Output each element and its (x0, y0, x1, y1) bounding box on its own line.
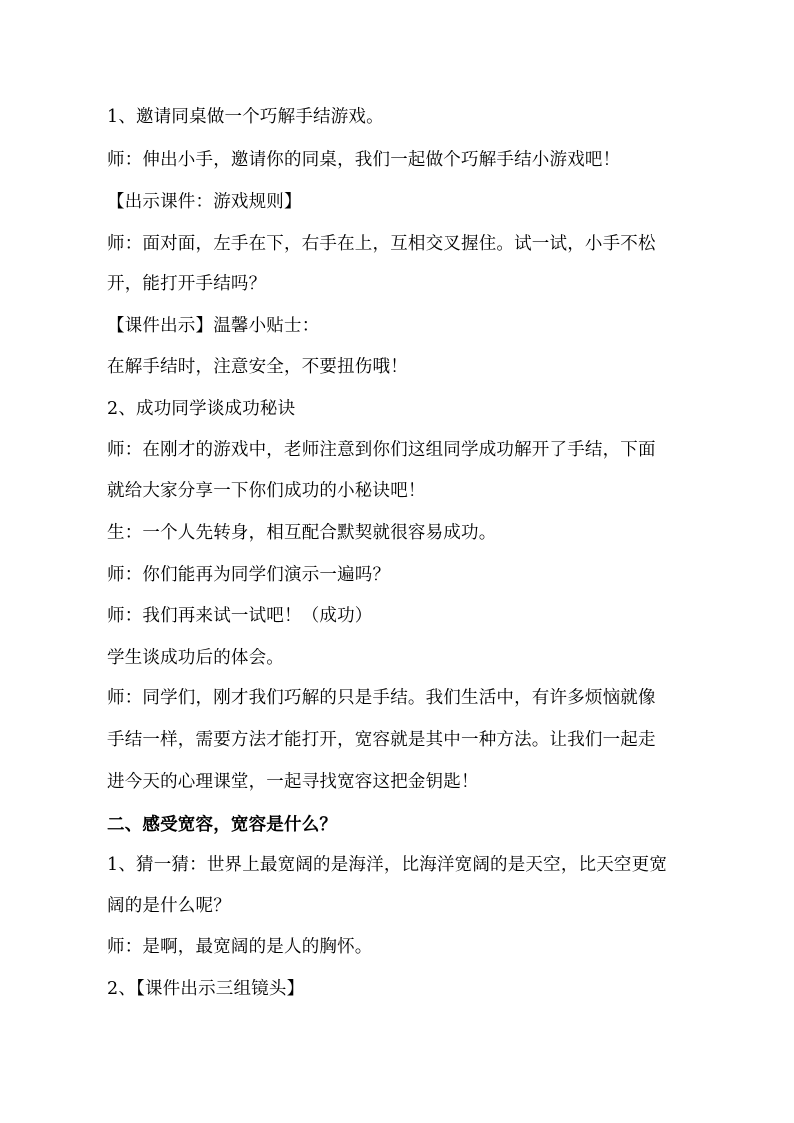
paragraph-line: 师：面对面，左手在下，右手在上，互相交叉握住。试一试，小手不松 (107, 234, 656, 254)
paragraph-line: 【出示课件：游戏规则】 (107, 192, 302, 212)
paragraph-line: 就给大家分享一下你们成功的小秘诀吧！ (107, 481, 426, 501)
paragraph-line: 生：一个人先转身，相互配合默契就很容易成功。 (107, 523, 497, 543)
paragraph-line: 师：我们再来试一试吧！（成功） (107, 606, 373, 626)
paragraph-line: 2、【课件出示三组镜头】 (107, 979, 305, 999)
paragraph-line: 在解手结时，注意安全，不要扭伤哦！ (107, 357, 408, 377)
paragraph-line: 师：同学们，刚才我们巧解的只是手结。我们生活中，有许多烦恼就像 (107, 688, 656, 708)
section-heading: 二、感受宽容，宽容是什么？ (107, 815, 338, 835)
paragraph-line: 手结一样，需要方法才能打开，宽容就是其中一种方法。让我们一起走 (107, 730, 656, 750)
paragraph-line: 师：在刚才的游戏中，老师注意到你们这组同学成功解开了手结，下面 (107, 440, 656, 460)
paragraph-line: 【课件出示】温馨小贴士： (107, 316, 320, 336)
paragraph-line: 师：伸出小手，邀请你的同桌，我们一起做个巧解手结小游戏吧！ (107, 150, 621, 170)
paragraph-line: 2、成功同学谈成功秘诀 (107, 399, 296, 419)
paragraph-line: 师：你们能再为同学们演示一遍吗？ (107, 565, 391, 585)
paragraph-line: 1、邀请同桌做一个巧解手结游戏。 (107, 107, 384, 127)
paragraph-line: 师：是啊，最宽阔的是人的胸怀。 (107, 937, 373, 957)
paragraph-line: 进今天的心理课堂，一起寻找宽容这把金钥匙！ (107, 772, 479, 792)
paragraph-line: 学生谈成功后的体会。 (107, 648, 284, 668)
paragraph-line: 阔的是什么呢？ (107, 896, 231, 916)
paragraph-line: 开，能打开手结吗？ (107, 274, 267, 294)
paragraph-line: 1、猜一猜：世界上最宽阔的是海洋，比海洋宽阔的是天空，比天空更宽 (107, 855, 668, 875)
